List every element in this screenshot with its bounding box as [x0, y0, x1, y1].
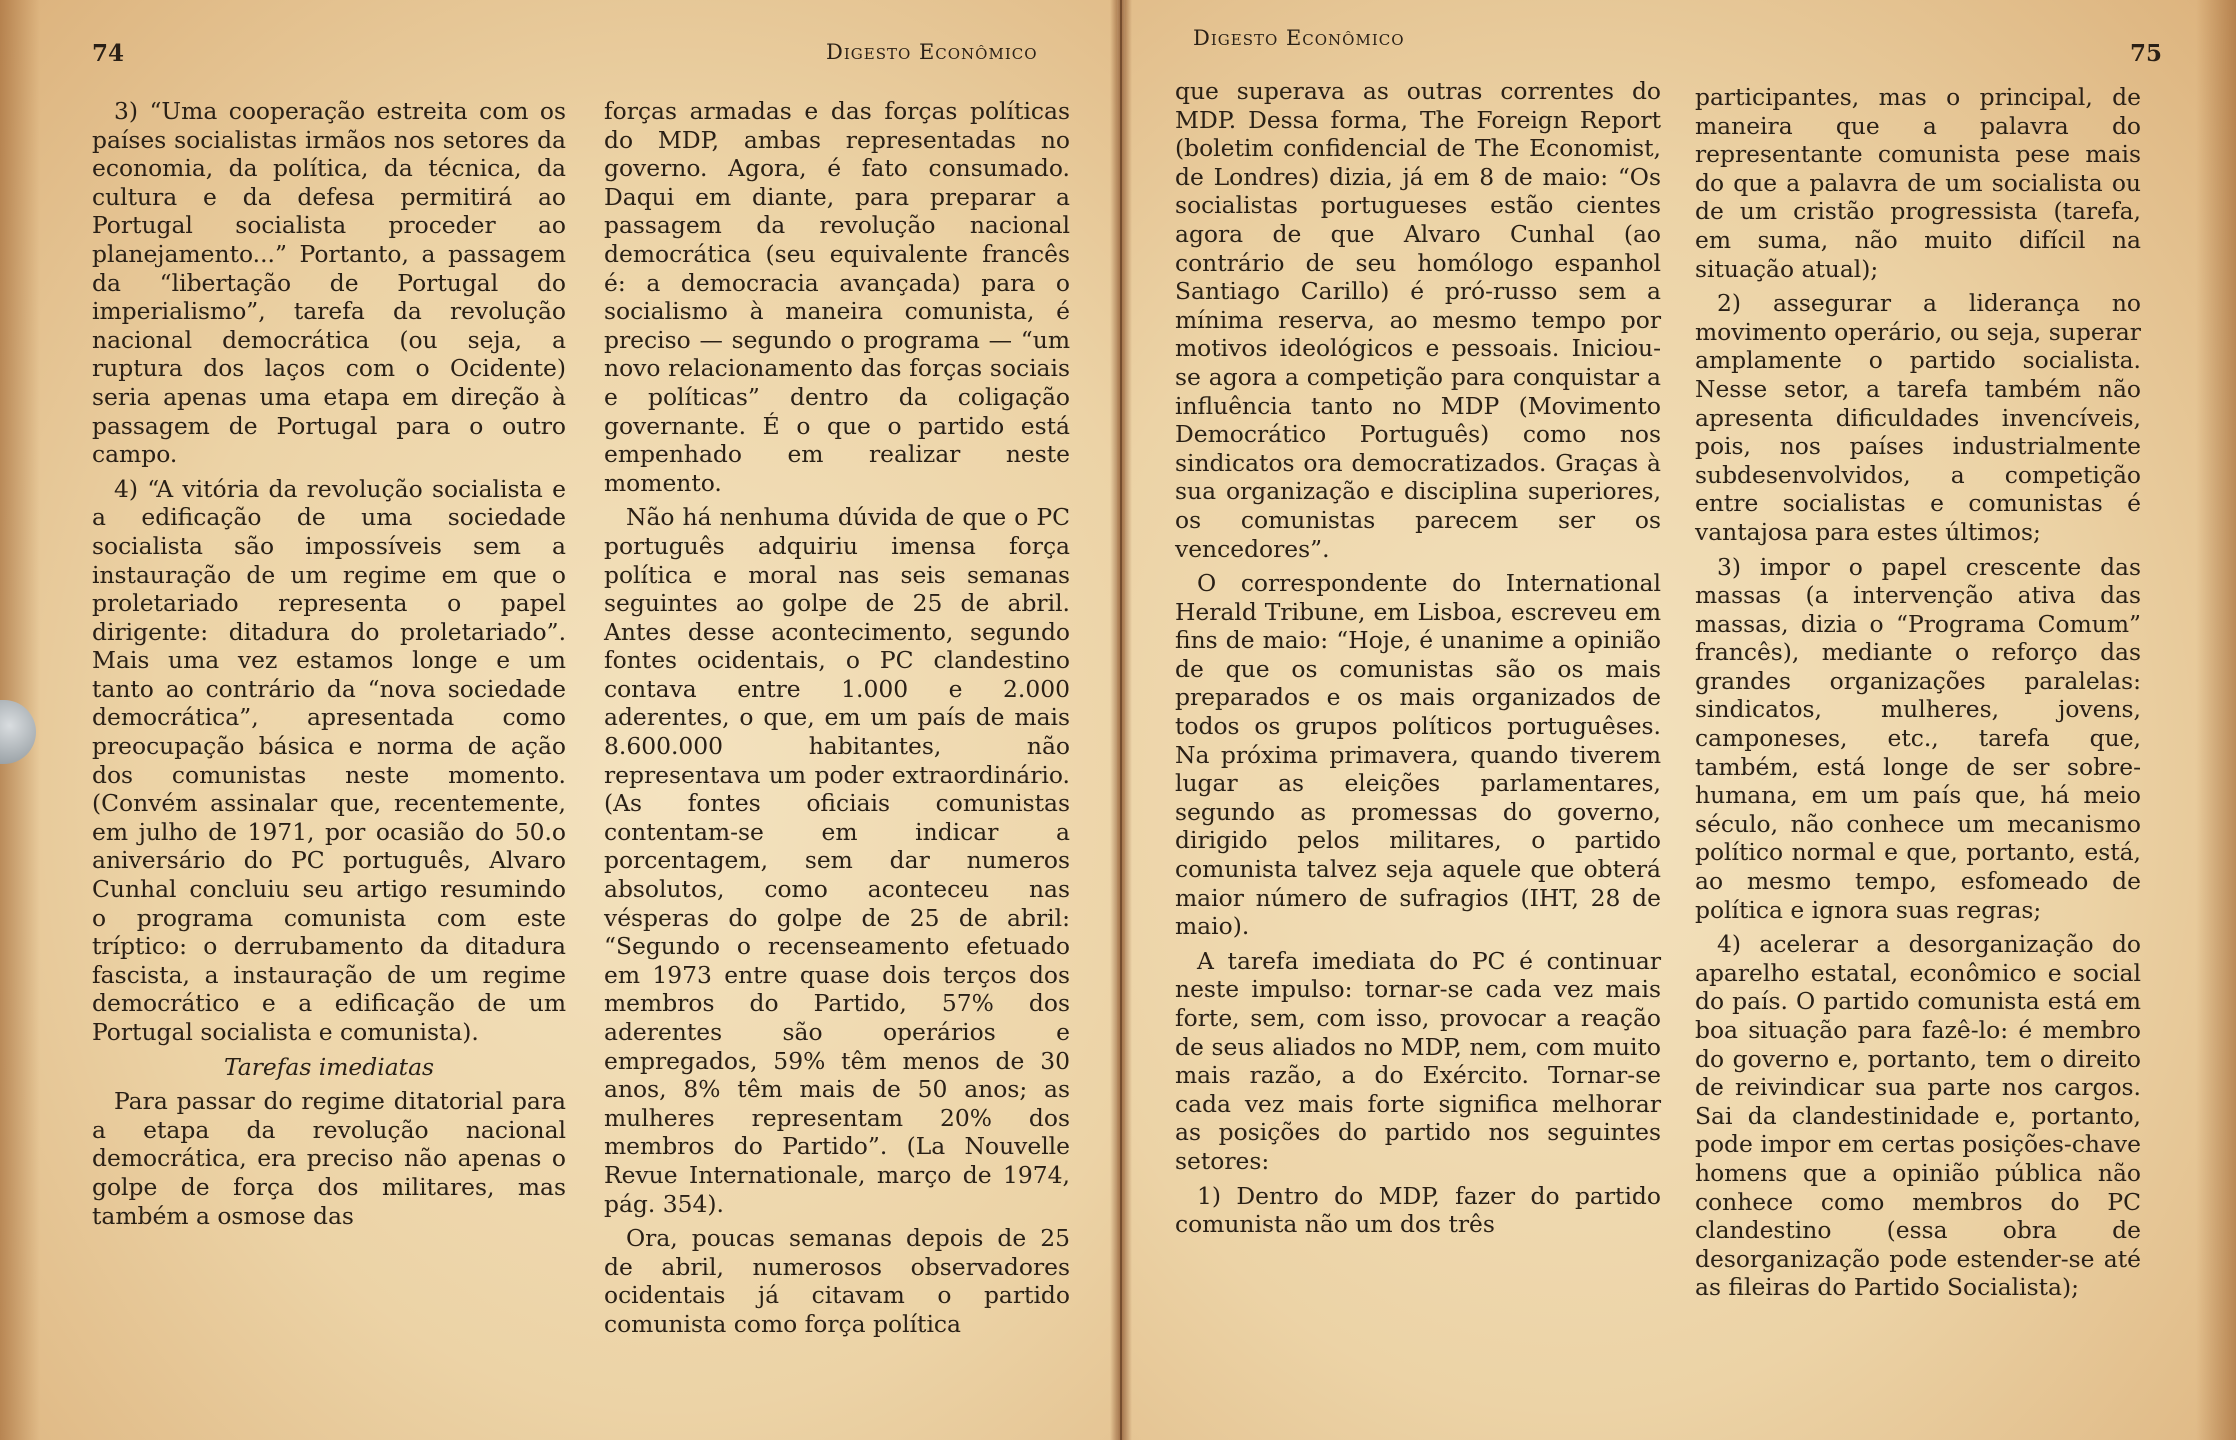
paragraph: Ora, poucas semanas depois de 25 de abril, numerosos observadores ocidentais já citavam o partido comunista como força política [604, 1224, 1070, 1338]
paragraph: 2) assegurar a liderança no movimento operário, ou seja, superar amplamente o partido socialista. Nesse setor, a tarefa também não apresenta dificuldades invencíveis, pois, nos países industrialmente subdesenvolvidos, a competição entre socialistas e comunistas é vantajosa para estes últimos; [1695, 289, 2141, 546]
left-column-2 [604, 97, 1070, 1345]
book-spine [1110, 0, 1132, 1440]
paragraph: O correspondente do International Herald Tribune, em Lisboa, escreveu em fins de maio: “Hoje, é unanime a opinião de que os comunistas são os mais preparados e os mais organizados de todos os grupos políticos portuguêses. Na próxima primavera, quando tiverem lugar as eleições parlamentares, segundo as promessas do governo, dirigido pelos militares, o partido comunista talvez seja aquele que obterá maior número de sufragios (IHT, 28 de maio). [1175, 569, 1661, 941]
paragraph: forças armadas e das forças políticas do MDP, ambas representadas no governo. Agora, é fato consumado. Daqui em diante, para preparar a passagem da revolução nacional democrática (seu equivalente francês é: a democracia avançada) para o socialismo à maneira comunista, é preciso — segundo o programa — “um novo relacionamento das forças sociais e políticas” dentro da coligação governante. É o que o partido está empenhado em realizar neste momento. [604, 97, 1070, 497]
paragraph: Não há nenhuma dúvida de que o PC português adquiriu imensa força política e moral nas seis semanas seguintes ao golpe de 25 de abril. Antes desse acontecimento, segundo fontes ocidentais, o PC clandestino contava entre 1.000 e 2.000 aderentes, o que, em um país de mais 8.600.000 habitantes, não representava um poder extraordinário. (As fontes oficiais comunistas contentam-se em indicar a porcentagem, sem dar numeros absolutos, como aconteceu nas vésperas do golpe de 25 de abril: “Segundo o recenseamento efetuado em 1973 entre quase dois terços dos membros do Partido, 57% dos aderentes são operários e empregados, 59% têm menos de 30 anos, 8% têm mais de 50 anos; as mulheres representam 20% dos membros do Partido”. (La Nouvelle Revue Internationale, março de 1974, pág. 354). [604, 503, 1070, 1218]
paragraph: 3) “Uma cooperação estreita com os países socialistas irmãos nos setores da economia, da política, da técnica, da cultura e da defesa permitirá ao Portugal socialista proceder ao planejamento...” Portanto, a passagem da “libertação de Portugal do imperialismo”, tarefa da revolução nacional democrática (ou seja, a ruptura dos laços com o Ocidente) seria apenas uma etapa em direção à passagem de Portugal para o outro campo. [92, 97, 566, 469]
right-page [1125, 0, 2236, 1440]
left-column-1 [92, 97, 566, 1236]
right-column-1 [1175, 77, 1661, 1245]
paragraph: 1) Dentro do MDP, fazer do partido comunista não um dos três [1175, 1181, 1661, 1239]
page-edge-shadow [2196, 0, 2236, 1440]
right-column-2 [1695, 83, 2141, 1308]
running-head: Digesto Econômico [1193, 26, 1405, 50]
paragraph: 4) acelerar a desorganização do aparelho estatal, econômico e social do país. O partido comunista está em boa situação para fazê-lo: é membro do governo e, portanto, tem o direito de reivindicar sua parte nos cargos. Sai da clandestinidade e, portanto, pode impor em certas posições-chave homens que a opinião pública não conhece como membros do PC clandestino (essa obra de desorganização pode estender-se até as fileiras do Partido Socialista); [1695, 930, 2141, 1302]
paragraph: participantes, mas o principal, de maneira que a palavra do representante comunista pese mais do que a palavra de um socialista ou de um cristão progressista (tarefa, em suma, não muito difícil na situação atual); [1695, 83, 2141, 283]
paragraph: 4) “A vitória da revolução socialista e a edificação de uma sociedade socialista são impossíveis sem a instauração de um regime em que o proletariado representa o papel dirigente: ditadura do proletariado”. Mais uma vez estamos longe e um tanto ao contrário da “nova sociedade democrática”, apresentada como preocupação básica e norma de ação dos comunistas neste momento. (Convém assinalar que, recentemente, em julho de 1971, por ocasião do 50.o aniversário do PC português, Alvaro Cunhal concluiu seu artigo resumindo o programa comunista com este tríptico: o derrubamento da ditadura fascista, a instauração de um regime democrático e a edificação de um Portugal socialista e comunista). [92, 474, 566, 1046]
running-head: Digesto Econômico [826, 40, 1038, 64]
paragraph: 3) impor o papel crescente das massas (a intervenção ativa das massas, dizia o “Programa Comum” francês), mediante o reforço das grandes organizações paralelas: sindicatos, mulheres, jovens, camponeses, etc., tarefa que, também, está longe de ser sobre-humana, em um país que, há meio século, não conhece um mecanismo político normal e que, portanto, está, ao mesmo tempo, esfomeado de política e ignora suas regras; [1695, 552, 2141, 924]
section-subheading: Tarefas imediatas [223, 1052, 435, 1081]
left-page [0, 0, 1117, 1440]
paragraph: A tarefa imediata do PC é continuar neste impulso: tornar-se cada vez mais forte, sem, com isso, provocar a reação de seus aliados no MDP, nem, com muito mais razão, a do Exército. Tornar-se cada vez mais forte significa melhorar as posições do partido nos seguintes setores: [1175, 946, 1661, 1175]
paragraph: que superava as outras correntes do MDP. Dessa forma, The Foreign Report (boletim confidencial de The Economist, de Londres) dizia, já em 8 de maio: “Os socialistas portugueses estão cientes agora de que Alvaro Cunhal (ao contrário de seu homólogo espanhol Santiago Carillo) é pró-russo sem a mínima reserva, ao mesmo tempo por motivos ideológicos e pessoais. Iniciou-se agora a competição para conquistar a influência tanto no MDP (Movimento Democrático Português) como nos sindicatos ora democratizados. Graças à sua organização e disciplina superiores, os comunistas parecem ser os vencedores”. [1175, 77, 1661, 563]
page-number: 75 [2130, 40, 2163, 67]
paragraph: Para passar do regime ditatorial para a etapa da revolução nacional democrática, era preciso não apenas o golpe de força dos militares, mas também a osmose das [92, 1087, 566, 1230]
page-number: 74 [92, 40, 125, 67]
